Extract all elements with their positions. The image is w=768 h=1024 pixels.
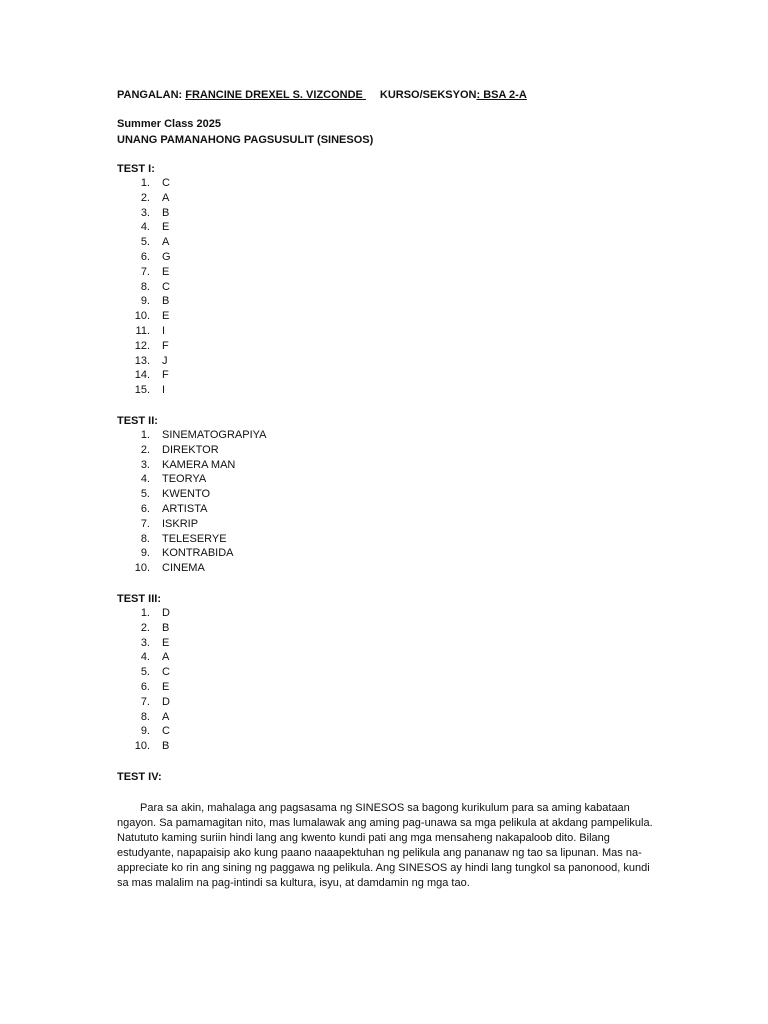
answer-number: 8. [140,710,150,723]
answer-number: 10. [134,310,150,323]
answer-item [117,695,170,710]
answer-number: 2. [140,191,150,204]
answer-item [117,206,171,221]
answer-value: C [162,280,170,293]
answer-value: E [162,221,170,234]
answer-item [117,368,171,383]
answer-value: A [162,710,170,723]
answer-item [117,680,170,695]
answer-item [117,339,171,354]
answer-value: F [162,339,169,352]
answer-value: B [162,740,170,753]
answer-item [117,739,170,754]
exam-title: UNANG PAMANAHONG PAGSUSULIT (SINESOS) [117,134,374,146]
answer-item [117,724,170,739]
course-section: : BSA 2-A [476,89,527,101]
answer-number: 7. [140,265,150,278]
answer-number: 2. [140,621,150,634]
answer-value: KAMERA MAN [162,458,236,471]
answer-number: 14. [134,369,150,382]
answer-number: 4. [140,221,150,234]
answer-value: E [162,636,170,649]
answer-number: 13. [134,354,150,367]
answer-value: C [162,666,170,679]
student-header [117,88,527,102]
answer-item [117,265,171,280]
answer-number: 9. [140,295,150,308]
answer-item [117,561,267,576]
answer-value: D [162,607,170,619]
answer-item [117,472,267,487]
answer-value: DIREKTOR [162,443,219,456]
answer-number: 9. [140,547,150,560]
answer-value: KWENTO [162,488,211,501]
answer-number: 3. [140,206,150,219]
answer-number: 10. [134,740,150,753]
answer-item [117,354,171,369]
answer-item [117,294,171,309]
answer-item [117,250,171,265]
answer-number: 12. [134,339,150,352]
answer-item [117,428,267,443]
answer-item [117,383,171,398]
answer-number: 3. [140,636,150,649]
name-underline-gap [363,88,380,102]
test-2-answers [117,428,267,576]
answer-item [117,280,171,295]
answer-value: A [162,236,170,249]
answer-item [117,487,267,502]
answer-item [117,235,171,250]
name-label: PANGALAN: [117,89,186,101]
test-1-title: TEST I: [117,163,155,175]
class-term: Summer Class 2025 [117,118,221,130]
answer-item [117,665,170,680]
answer-value: C [162,177,170,189]
answer-item [117,636,170,651]
answer-item [117,458,267,473]
answer-item [117,176,171,191]
answer-value: TEORYA [162,473,207,486]
answer-value: C [162,725,170,738]
answer-value: G [162,250,171,263]
answer-value: TELESERYE [162,532,227,545]
answer-number: 8. [140,280,150,293]
answer-item [117,606,170,621]
course-label: KURSO/SEKSYON [379,89,477,101]
answer-item [117,532,267,547]
answer-number: 7. [140,517,150,530]
test-3-title: TEST III: [117,593,161,605]
answer-value: SINEMATOGRAPIYA [162,429,267,441]
answer-value: E [162,680,170,693]
answer-value: E [162,310,170,323]
answer-value: B [162,621,170,634]
answer-number: 10. [134,562,150,575]
answer-value: CINEMA [162,562,205,575]
answer-value: ARTISTA [162,502,208,515]
answer-value: I [162,324,166,337]
answer-number: 1. [140,607,150,619]
answer-item [117,650,170,665]
answer-value: B [162,295,170,308]
answer-number: 5. [140,236,150,249]
answer-value: I [162,384,166,397]
answer-item [117,191,171,206]
answer-number: 3. [140,458,150,471]
test-1-answers [117,176,171,398]
answer-item [117,621,170,636]
answer-value: D [162,695,170,708]
answer-number: 1. [140,177,150,189]
answer-value: J [162,354,168,367]
answer-number: 1. [140,429,150,441]
answer-number: 6. [140,502,150,515]
answer-number: 4. [140,651,150,664]
answer-value: E [162,265,170,278]
test-3-answers [117,606,170,754]
answer-item [117,710,170,725]
answer-value: B [162,206,170,219]
answer-item [117,309,171,324]
answer-number: 9. [140,725,150,738]
answer-number: 11. [135,324,150,337]
answer-value: ISKRIP [162,517,199,530]
test-4-title: TEST IV: [117,771,162,783]
answer-value: A [162,191,170,204]
answer-number: 5. [140,666,150,679]
answer-number: 8. [140,532,150,545]
answer-item [117,546,267,561]
answer-item [117,220,171,235]
answer-item [117,443,267,458]
answer-number: 5. [140,488,150,501]
answer-item [117,324,171,339]
answer-number: 6. [140,680,150,693]
answer-number: 15. [134,384,150,397]
answer-item [117,502,267,517]
answer-number: 2. [140,443,150,456]
answer-item [117,517,267,532]
answer-number: 7. [140,695,150,708]
answer-number: 6. [140,250,150,263]
answer-value: KONTRABIDA [162,547,234,560]
student-name: FRANCINE DREXEL S. VIZCONDE [185,89,363,101]
answer-number: 4. [140,473,150,486]
answer-value: F [162,369,169,382]
answer-value: A [162,651,170,664]
test-4-essay: Para sa akin, mahalaga ang pagsasama ng SINESOS sa bagong kurikulum para sa aming kabataan ngayon. Sa pamamagitan nito, mas lumalawak ang aming pag-unawa sa mga pelikula at akdang pampelikula. Natututo kaming suriin hindi lang ang kwento kundi pati ang mga mensaheng nakapaloob dito. Bilang estudyante, napapaisip ako kung paano naaapektuhan ng pelikula ang pananaw ng tao sa lipunan. Mas na-appreciate ko rin ang sining ng paggawa ng pelikula. Ang SINESOS ay hindi lang tungkol sa panonood, kundi sa mas malalim na pag-intindi sa kultura, isyu, at damdamin ng mga tao. [117,802,653,889]
test-2-title: TEST II: [117,415,158,427]
